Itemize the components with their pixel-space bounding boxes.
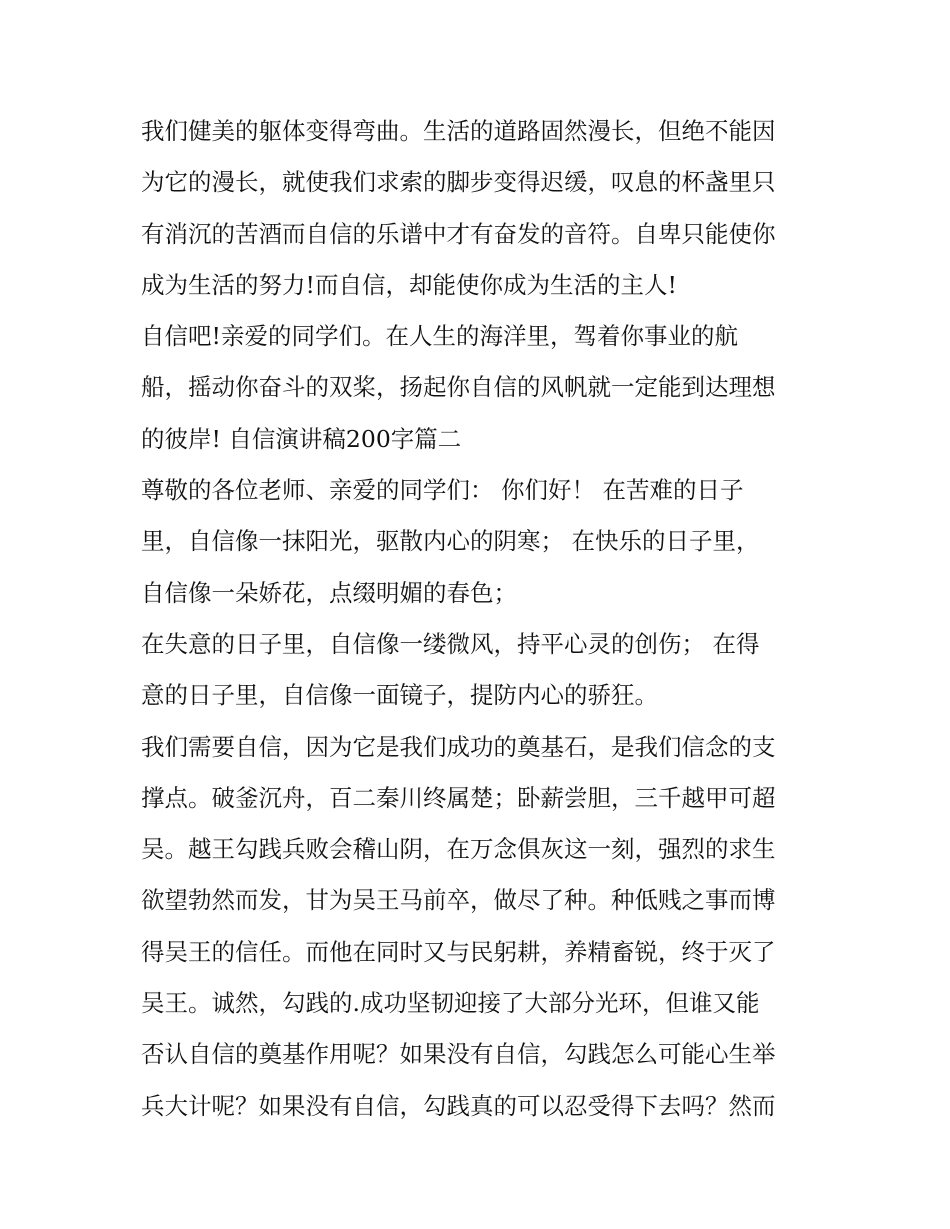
text-line-4: 成为生活的努力!而自信，却能使你成为生活的主人! [141,270,677,299]
text-line-10: 自信像一朵娇花，点缀明媚的春色； [141,578,517,607]
text-line-3: 有消沉的苦酒而自信的乐谱中才有奋发的音符。自卑只能使你 [141,219,776,248]
text-line-18: 吴王。诚然，勾践的.成功坚韧迎接了大部分光环，但谁又能 [141,989,760,1018]
text-line-2: 为它的漫长，就使我们求索的脚步变得迟缓，叹息的杯盏里只 [141,168,776,197]
text-line-17: 得吴王的信任。而他在同时又与民躬耕，养精畜锐，终于灭了 [141,937,776,966]
text-line-11: 在失意的日子里，自信像一缕微风，持平心灵的创伤； 在得 [141,629,760,658]
text-line-9: 里，自信像一抹阳光，驱散内心的阴寒； 在快乐的日子里， [141,527,760,556]
text-line-16: 欲望勃然而发，甘为吴王马前卒，做尽了种。种低贱之事而博 [141,886,776,915]
text-line-8: 尊敬的各位老师、亲爱的同学们： 你们好！ 在苦难的日子 [141,476,744,505]
text-line-20: 兵大计呢？如果没有自信，勾践真的可以忍受得下去吗？然而 [141,1091,776,1120]
text-line-14: 撑点。破釜沉舟，百二秦川终属楚；卧薪尝胆，三千越甲可超 [141,783,776,812]
text-line-5: 自信吧!亲爱的同学们。在人生的海洋里，驾着你事业的航 [141,322,738,351]
body-text [141,106,821,1132]
text-line-1: 我们健美的躯体变得弯曲。生活的道路固然漫长，但绝不能因 [141,117,776,145]
text-line-6: 船，摇动你奋斗的双桨，扬起你自信的风帆就一定能到达理想 [141,373,776,402]
text-line-12: 意的日子里，自信像一面镜子，提防内心的骄狂。 [141,681,658,710]
text-line-19: 否认自信的奠基作用呢？如果没有自信，勾践怎么可能心生举 [141,1040,776,1069]
text-line-13: 我们需要自信，因为它是我们成功的奠基石，是我们信念的支 [141,732,776,761]
text-line-7: 的彼岸! 自信演讲稿200字篇二 [141,424,462,453]
text-line-15: 吴。越王勾践兵败会稽山阴，在万念俱灰这一刻，强烈的求生 [141,835,776,864]
